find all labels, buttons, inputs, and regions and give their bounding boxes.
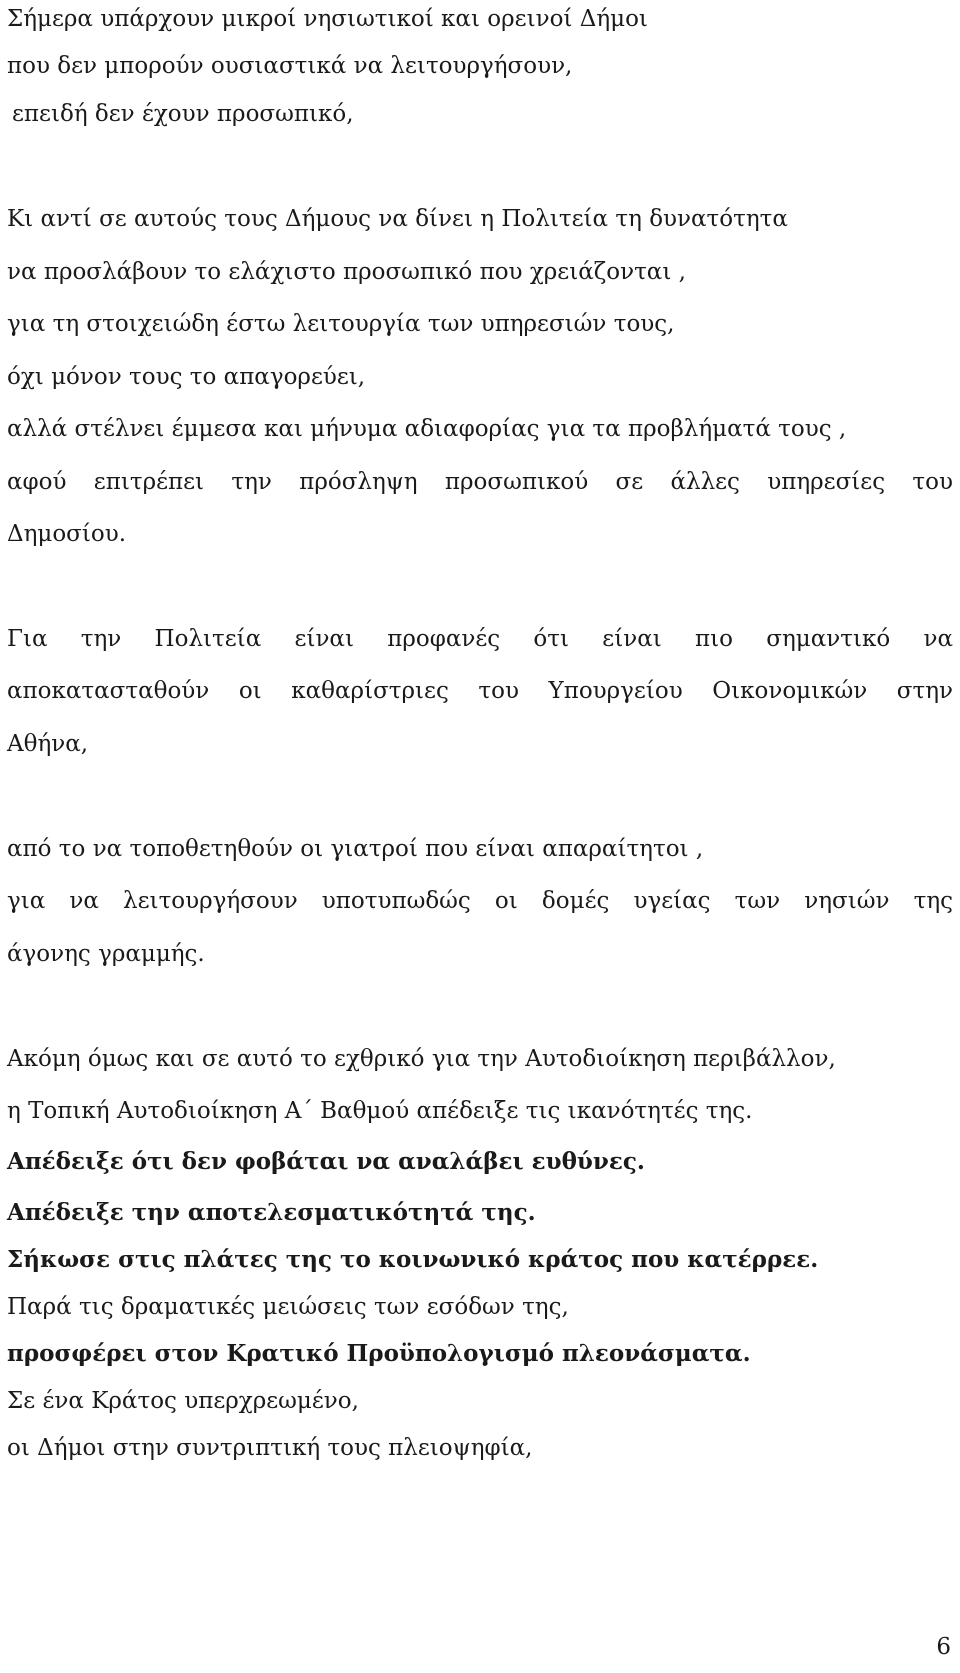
text-line: από το να τοποθετηθούν οι γιατροί που είναι απαραίτητοι , xyxy=(7,836,704,862)
text-line: Για την Πολιτεία είναι προφανές ότι είναι πιο σημαντικό να xyxy=(7,626,953,652)
bold-text-line: Απέδειξε ότι δεν φοβάται να αναλάβει ευθύνες. xyxy=(7,1148,645,1175)
text-line: να προσλάβουν το ελάχιστο προσωπικό που χρειάζονται , xyxy=(7,259,686,285)
text-line: Δημοσίου. xyxy=(7,521,127,547)
text-line: που δεν μπορούν ουσιαστικά να λειτουργήσουν, xyxy=(7,53,573,79)
text-line: άγονης γραμμής. xyxy=(7,941,205,967)
bold-text-line: Απέδειξε την αποτελεσματικότητά της. xyxy=(7,1199,536,1226)
text-line: Παρά τις δραματικές μειώσεις των εσόδων της, xyxy=(7,1294,569,1320)
text-line: Αθήνα, xyxy=(7,731,89,757)
text-line: για να λειτουργήσουν υποτυπωδώς οι δομές υγείας των νησιών της xyxy=(7,888,953,914)
text-line: αλλά στέλνει έμμεσα και μήνυμα αδιαφορίας για τα προβλήματά τους , xyxy=(7,416,847,442)
text-line: για τη στοιχειώδη έστω λειτουργία των υπηρεσιών τους, xyxy=(7,311,675,337)
text-line: Σήμερα υπάρχουν μικροί νησιωτικοί και ορεινοί Δήμοι xyxy=(7,6,648,32)
text-line: Ακόμη όμως και σε αυτό το εχθρικό για την Αυτοδιοίκηση περιβάλλον, xyxy=(7,1046,836,1072)
page-number: 6 xyxy=(936,1634,951,1660)
text-line: Κι αντί σε αυτούς τους Δήμους να δίνει η Πολιτεία τη δυνατότητα xyxy=(7,206,788,232)
text-line: αποκατασταθούν οι καθαρίστριες του Υπουργείου Οικονομικών στην xyxy=(7,678,953,704)
text-line: αφού επιτρέπει την πρόσληψη προσωπικού σε άλλες υπηρεσίες του xyxy=(7,469,953,495)
bold-text-line: Σήκωσε στις πλάτες της το κοινωνικό κράτος που κατέρρεε. xyxy=(7,1246,819,1273)
text-line: όχι μόνον τους το απαγορεύει, xyxy=(7,364,366,390)
text-line: η Τοπική Αυτοδιοίκηση Α΄ Βαθμού απέδειξε τις ικανότητές της. xyxy=(7,1098,753,1124)
bold-text-line: προσφέρει στον Κρατικό Προϋπολογισμό πλεονάσματα. xyxy=(7,1340,751,1367)
text-line: επειδή δεν έχουν προσωπικό, xyxy=(12,101,354,127)
text-line: οι Δήμοι στην συντριπτική τους πλειοψηφία, xyxy=(7,1435,533,1461)
text-line: Σε ένα Κράτος υπερχρεωμένο, xyxy=(7,1388,359,1414)
